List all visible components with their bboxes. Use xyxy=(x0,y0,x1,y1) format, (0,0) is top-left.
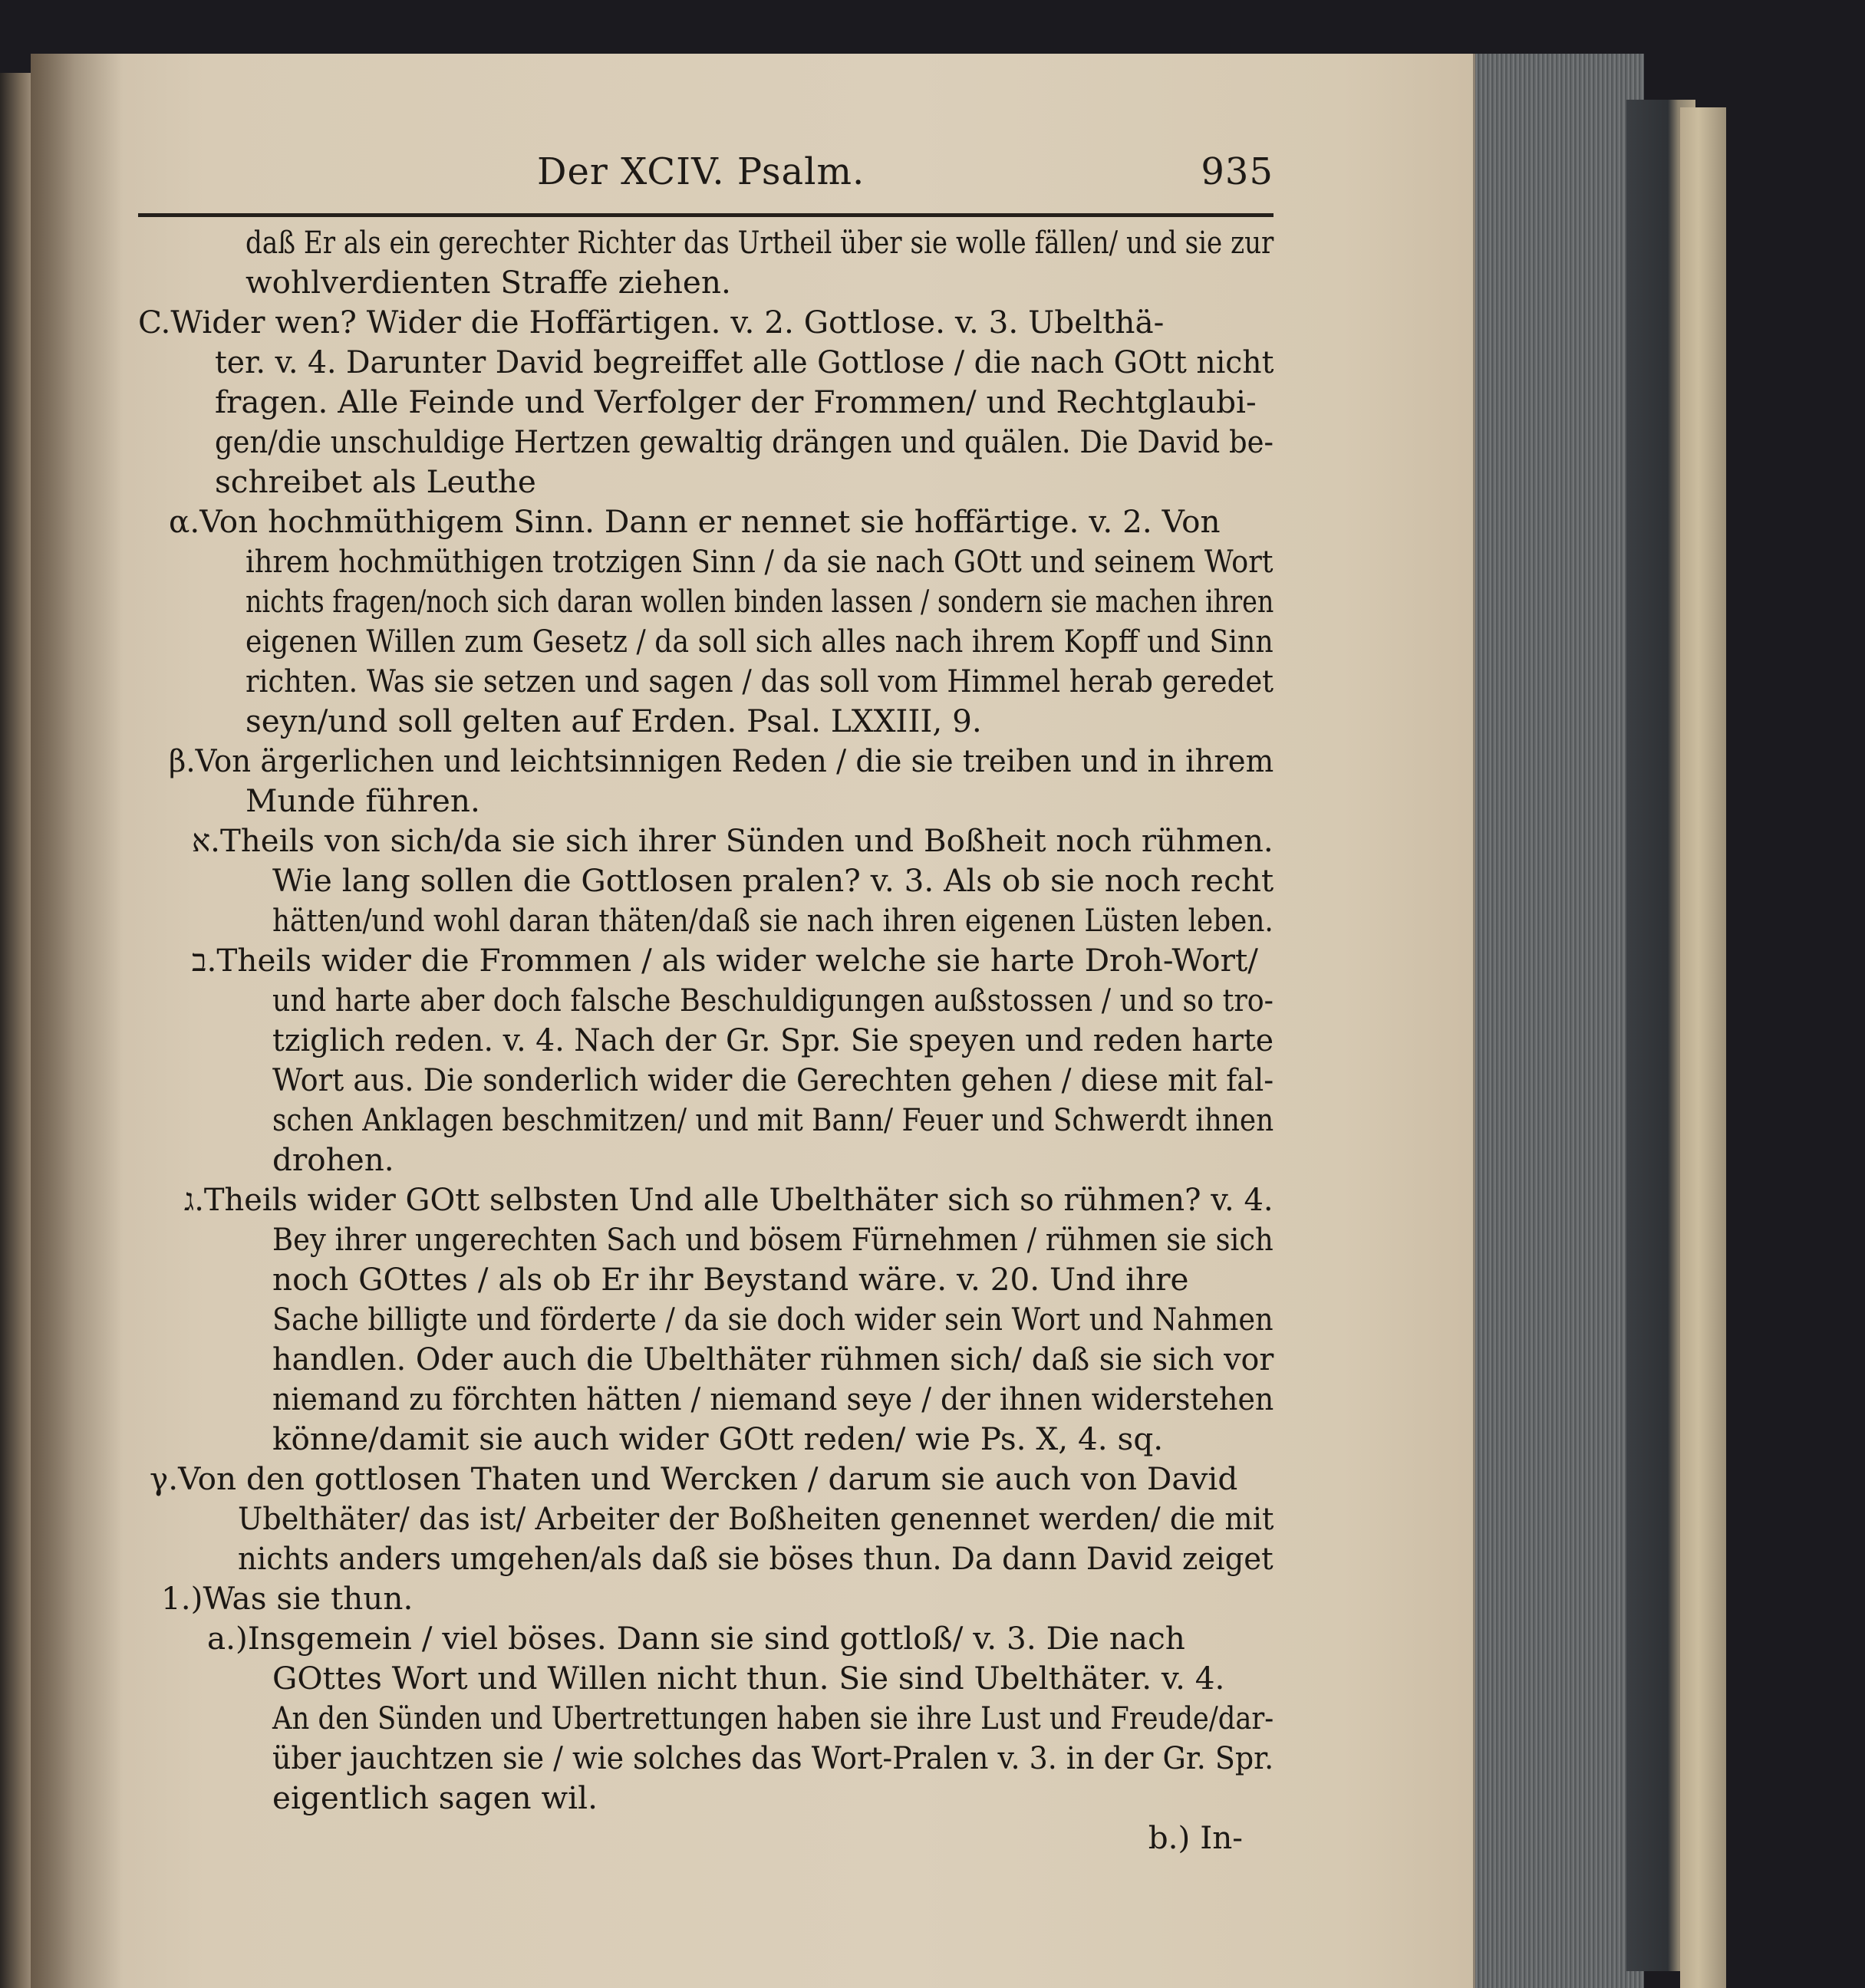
text-line xyxy=(138,1180,1274,1219)
text-line xyxy=(138,1219,1274,1259)
text-line xyxy=(138,741,1274,781)
text-line xyxy=(138,1339,1274,1379)
line-text: über jauchtzen sie / wie solches das Wort-Pralen v. 3. in der Gr. Spr. xyxy=(272,1740,1274,1776)
item-label: א. xyxy=(192,822,220,859)
text-line xyxy=(138,1698,1274,1738)
page-block-edges xyxy=(1473,54,1644,1988)
text-line xyxy=(138,1140,1274,1180)
line-text: Theils von sich/da sie sich ihrer Sünden und Boßheit noch rühmen. xyxy=(219,822,1274,859)
text-line xyxy=(138,1060,1274,1100)
line-text: Bey ihrer ungerechten Sach und bösem Fürnehmen / rühmen sie sich xyxy=(272,1221,1274,1258)
line-text: Von den gottlosen Thaten und Wercken / darum sie auch von David xyxy=(178,1460,1238,1497)
line-text: An den Sünden und Ubertrettungen haben sie ihre Lust und Freude/dar- xyxy=(272,1700,1274,1736)
text-line xyxy=(138,1658,1274,1698)
line-text: seyn/und soll gelten auf Erden. Psal. LXXIII, 9. xyxy=(245,703,982,739)
line-text: könne/damit sie auch wider GOtt reden/ wie Ps. X, 4. sq. xyxy=(272,1420,1164,1457)
line-text: tziglich reden. v. 4. Nach der Gr. Spr. Sie speyen und reden harte xyxy=(272,1022,1274,1058)
line-text: gen/die unschuldige Hertzen gewaltig drängen und quälen. Die David be- xyxy=(215,423,1274,460)
line-text: richten. Was sie setzen und sagen / das soll vom Himmel herab geredet xyxy=(245,663,1274,699)
text-line xyxy=(138,422,1274,462)
line-text: und harte aber doch falsche Beschuldigungen außstossen / und so tro- xyxy=(272,982,1274,1019)
text-line xyxy=(138,1020,1274,1060)
text-line xyxy=(138,1299,1274,1339)
item-label: α. xyxy=(169,503,200,540)
text-line xyxy=(138,781,1274,821)
text-line xyxy=(138,1499,1274,1539)
line-text: Wort aus. Die sonderlich wider die Gerechten gehen / diese mit fal- xyxy=(272,1061,1274,1098)
line-text: fragen. Alle Feinde und Verfolger der Frommen/ und Rechtglaubi- xyxy=(215,383,1257,420)
line-text: Wie lang sollen die Gottlosen pralen? v. 3. Als ob sie noch recht xyxy=(272,862,1274,899)
line-text: eigentlich sagen wil. xyxy=(272,1779,598,1816)
text-line xyxy=(138,1578,1274,1618)
text-line xyxy=(138,821,1274,861)
text-line xyxy=(138,980,1274,1020)
item-label: ב. xyxy=(192,942,217,979)
line-text: niemand zu förchten hätten / niemand seye / der ihnen widerstehen xyxy=(272,1381,1274,1417)
text-line xyxy=(138,502,1274,541)
text-line xyxy=(138,342,1274,382)
line-text: Insgemein / viel böses. Dann sie sind gottloß/ v. 3. Die nach xyxy=(247,1620,1185,1657)
text-line xyxy=(138,1379,1274,1419)
line-text: Sache billigte und förderte / da sie doch wider sein Wort und Nahmen xyxy=(272,1301,1274,1338)
item-label: ג. xyxy=(184,1181,204,1218)
item-label: a.) xyxy=(207,1620,248,1657)
line-text: ihrem hochmüthigen trotzigen Sinn / da sie nach GOtt und seinem Wort xyxy=(245,543,1274,580)
text-line xyxy=(138,1738,1274,1778)
line-text: Von hochmüthigem Sinn. Dann er nennet sie hoffärtige. v. 2. Von xyxy=(199,503,1221,540)
line-text: drohen. xyxy=(272,1141,394,1178)
text-line xyxy=(138,900,1274,940)
line-text: GOttes Wort und Willen nicht thun. Sie sind Ubelthäter. v. 4. xyxy=(272,1660,1225,1697)
line-text: Von ärgerlichen und leichtsinnigen Reden / die sie treiben und in ihrem xyxy=(195,742,1274,779)
item-label: 1.) xyxy=(161,1580,203,1617)
line-text: Theils wider GOtt selbsten Und alle Ubelthäter sich so rühmen? v. 4. xyxy=(203,1181,1274,1218)
running-title: Der XCIV. Psalm. xyxy=(537,150,865,193)
line-text: ter. v. 4. Darunter David begreiffet alle Gottlose / die nach GOtt nicht xyxy=(215,344,1274,380)
text-line xyxy=(138,462,1274,502)
text-line xyxy=(138,861,1274,900)
text-line xyxy=(138,1778,1274,1818)
text-line xyxy=(138,581,1274,621)
text-line xyxy=(138,940,1274,980)
line-text: Munde führen. xyxy=(245,782,480,819)
text-line xyxy=(138,1459,1274,1499)
page-number: 935 xyxy=(1201,150,1274,193)
line-text: wohlverdienten Straffe ziehen. xyxy=(245,264,731,301)
binding-cover xyxy=(1680,107,1726,1988)
line-text: Ubelthäter/ das ist/ Arbeiter der Boßheiten genennet werden/ die mit xyxy=(238,1500,1274,1537)
text-line xyxy=(138,262,1274,302)
text-line xyxy=(138,701,1274,741)
line-text: Theils wider die Frommen / als wider welche sie harte Droh-Wort/ xyxy=(216,942,1258,979)
body-text xyxy=(138,222,1274,1858)
line-text: schreibet als Leuthe xyxy=(215,463,536,500)
line-text: schen Anklagen beschmitzen/ und mit Bann/ Feuer und Schwerdt ihnen xyxy=(272,1101,1274,1138)
text-line xyxy=(138,621,1274,661)
line-text: noch GOttes / als ob Er ihr Beystand wäre. v. 20. Und ihre xyxy=(272,1261,1189,1298)
text-line xyxy=(138,1419,1274,1459)
line-text: eigenen Willen zum Gesetz / da soll sich alles nach ihrem Kopff und Sinn xyxy=(245,623,1274,660)
item-label: β. xyxy=(169,742,196,779)
line-text: nichts anders umgehen/als daß sie böses thun. Da dann David zeiget xyxy=(238,1540,1274,1577)
gutter-shadow xyxy=(31,54,123,1988)
line-text: Wider wen? Wider die Hoffärtigen. v. 2. Gottlose. v. 3. Ubelthä- xyxy=(170,304,1165,341)
line-text: daß Er als ein gerechter Richter das Urtheil über sie wolle fällen/ und sie zur xyxy=(245,224,1274,261)
line-text: nichts fragen/noch sich daran wollen binden lassen / sondern sie machen ihren xyxy=(245,583,1274,620)
text-line xyxy=(138,382,1274,422)
catchword: b.) In- xyxy=(1148,1819,1243,1856)
text-line xyxy=(138,1259,1274,1299)
text-line xyxy=(138,541,1274,581)
running-header xyxy=(138,150,1274,204)
text-line xyxy=(138,1618,1274,1658)
text-line xyxy=(138,302,1274,342)
item-label: γ. xyxy=(150,1460,179,1497)
line-text: Was sie thun. xyxy=(203,1580,414,1617)
text-line xyxy=(138,1100,1274,1140)
item-label: C. xyxy=(138,304,171,341)
text-line xyxy=(138,1539,1274,1578)
text-line xyxy=(138,222,1274,262)
text-line xyxy=(138,661,1274,701)
line-text: handlen. Oder auch die Ubelthäter rühmen sich/ daß sie sich vor xyxy=(272,1341,1274,1377)
header-rule xyxy=(138,213,1274,217)
line-text: hätten/und wohl daran thäten/daß sie nach ihren eigenen Lüsten leben. xyxy=(272,902,1274,939)
